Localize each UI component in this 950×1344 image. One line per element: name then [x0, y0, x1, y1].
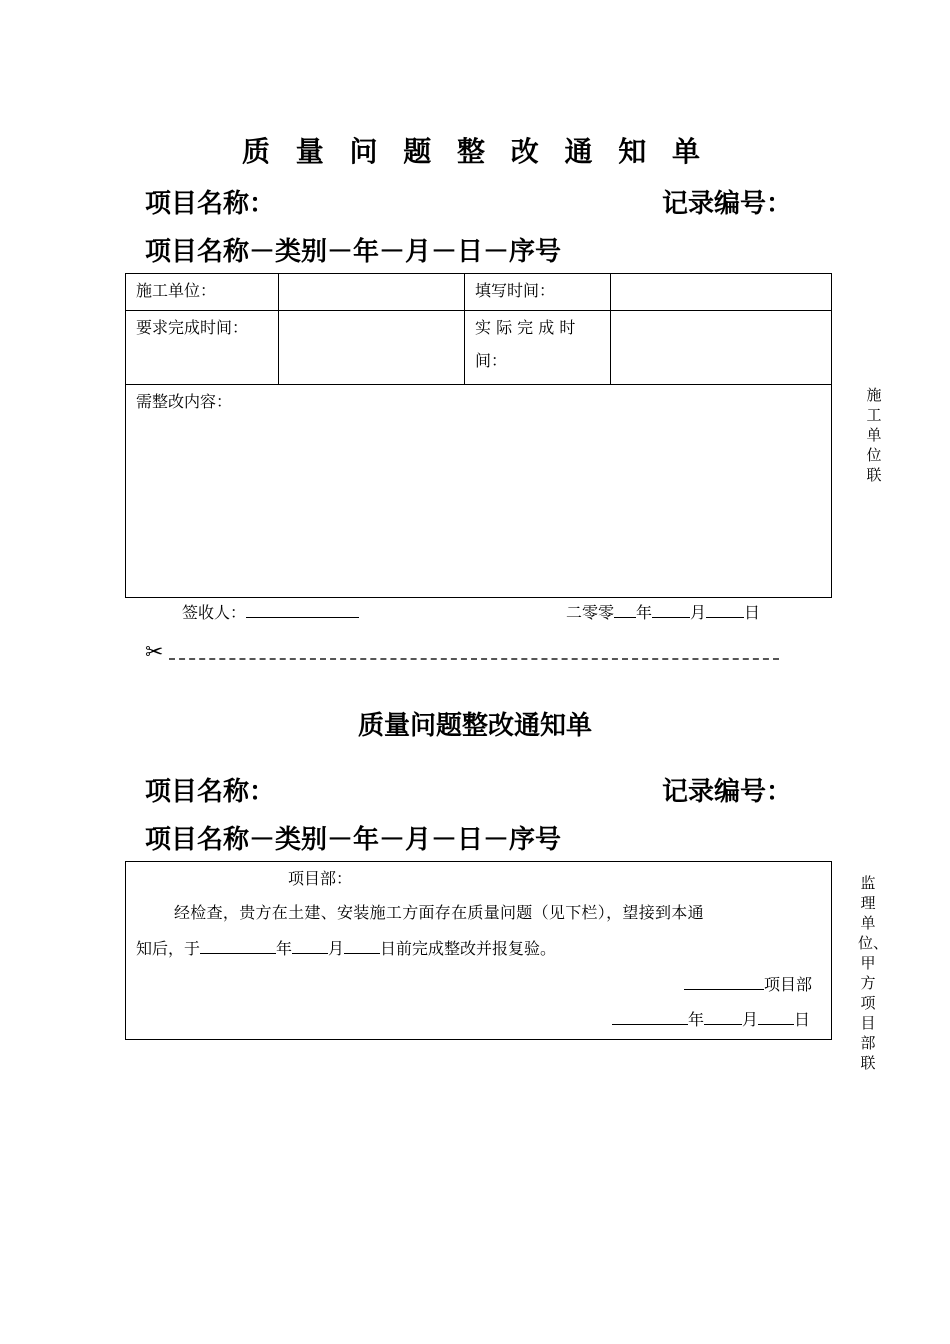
form2-code-format: 项目名称－类别－年－月－日－序号 [145, 825, 562, 855]
body-line2-start: 知后，于 [136, 939, 201, 958]
month-blank[interactable] [652, 601, 690, 618]
actual-completion-field[interactable] [611, 311, 832, 385]
day-label: 日 [744, 603, 761, 622]
dept-sign-row [684, 972, 812, 995]
year-label: 年 [636, 603, 653, 622]
deadline-month-label: 月 [328, 939, 345, 958]
sign-month-blank[interactable] [704, 1008, 742, 1025]
month-label: 月 [690, 603, 707, 622]
required-completion-field[interactable] [279, 311, 465, 385]
dept-sign-label: 项目部 [764, 975, 813, 994]
required-completion-label: 要求完成时间： [126, 311, 279, 385]
form2-title: 质量问题整改通知单 [357, 711, 592, 741]
sign-day-label: 日 [794, 1010, 811, 1029]
deadline-day-blank[interactable] [344, 937, 380, 954]
sign-day-blank[interactable] [758, 1008, 794, 1025]
construction-unit-field[interactable] [279, 274, 465, 311]
deadline-year-label: 年 [276, 939, 293, 958]
actual-completion-label [465, 311, 611, 385]
form2-side-label: 监理单位、甲方项目部联 [858, 874, 889, 1072]
form1-project-name-label: 项目名称： [145, 189, 276, 219]
rectify-content-label: 需整改内容： [136, 392, 233, 411]
dept-sign-blank[interactable] [684, 973, 764, 990]
deadline-month-blank[interactable] [292, 937, 328, 954]
deadline-year-blank[interactable] [200, 937, 276, 954]
dept-label: 项目部： [288, 869, 353, 888]
form2-project-name-label: 项目名称： [145, 777, 276, 807]
body-line2 [136, 936, 556, 959]
sign-year-blank[interactable] [612, 1008, 688, 1025]
form2-record-no-label: 记录编号： [662, 777, 793, 807]
form1-code-format: 项目名称－类别－年－月－日－序号 [145, 237, 562, 267]
actual-completion-label-line1: 实 际 完 成 时 [475, 318, 576, 337]
signer-label: 签收人： [182, 603, 247, 622]
sign-month-label: 月 [742, 1010, 759, 1029]
actual-completion-label-line2: 间： [475, 351, 508, 370]
signer-blank[interactable] [246, 601, 359, 618]
date-prefix: 二零零 [566, 603, 615, 622]
day-blank[interactable] [706, 601, 744, 618]
form1-table [125, 273, 832, 598]
cut-line [145, 640, 779, 665]
construction-unit-label: 施工单位： [126, 274, 279, 311]
scissors-icon: ✂ [145, 640, 164, 665]
form1-record-no-label: 记录编号： [662, 189, 793, 219]
year-blank[interactable] [614, 601, 636, 618]
rectify-content-cell[interactable] [126, 385, 832, 598]
sign-year-label: 年 [688, 1010, 705, 1029]
fill-time-label: 填写时间： [465, 274, 611, 311]
form1-side-label: 施工单位联 [866, 386, 882, 484]
body-line2-end: 日前完成整改并报复验。 [380, 939, 557, 958]
dashed-divider [169, 646, 779, 660]
fill-time-field[interactable] [611, 274, 832, 311]
body-line1: 经检查，贵方在土建、安装施工方面存在质量问题（见下栏），望接到本通 [174, 903, 704, 922]
form2-date-row [612, 1007, 810, 1030]
form1-title: 质 量 问 题 整 改 通 知 单 [242, 135, 708, 168]
signer-row [182, 600, 359, 623]
form1-date-row [566, 600, 760, 623]
